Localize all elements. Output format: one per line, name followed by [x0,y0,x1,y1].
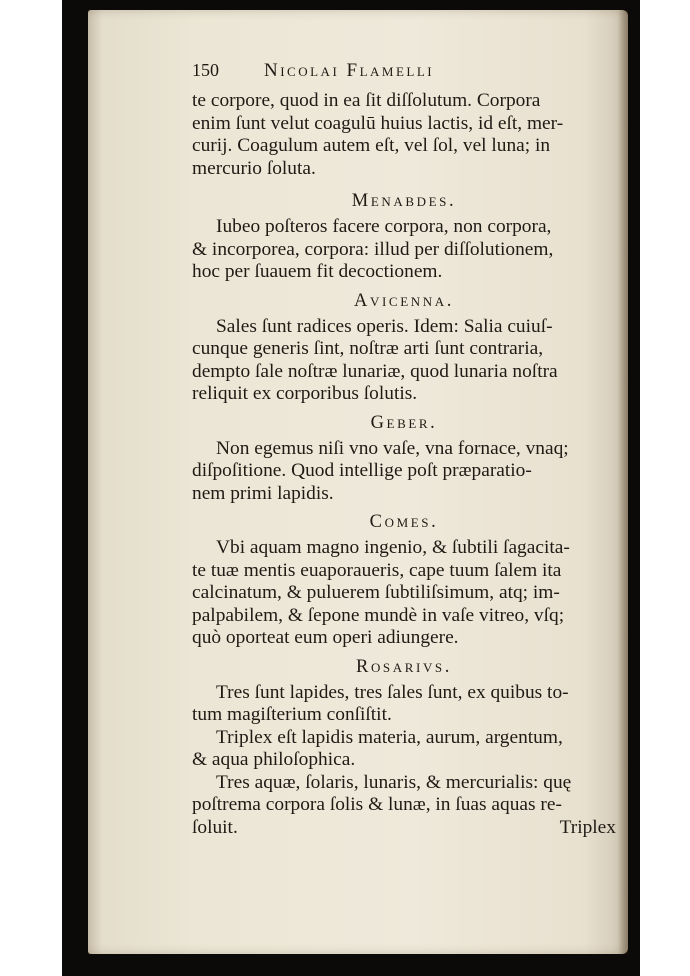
intro-paragraph [192,90,616,180]
section-comes-text [192,537,616,650]
text-line: te tuæ mentis euaporaueris, cape tuum ſalem ita [192,559,562,581]
text-line: enim ſunt velut coagulū huius lactis, id eſt, mer- [192,112,564,134]
section-avicenna-text [192,316,616,406]
page-gutter-shadow [88,10,102,954]
page-number: 150 [192,60,219,80]
text-line: diſpoſitione. Quod intellige poſt præparatio- [192,460,532,481]
text-line: Sales ſunt radices operis. Idem: Salia cuiuſ- [216,315,553,337]
text-line: Triplex eſt lapidis materia, aurum, argentum, [216,726,563,748]
text-line: hoc per ſuauem fit decoctionem. [192,261,443,282]
section-rosarius-text [192,682,616,840]
text-line: nem primi lapidis. [192,482,334,504]
text-line: tum magiſterium conſiſtit. [192,704,392,725]
section-heading-menabdes: Menabdes. [351,191,457,211]
section-heading-rosarius: Rosarivs. [356,656,452,677]
page-text-block [192,60,616,839]
text-line: Non egemus niſi vno vaſe, vna fornace, vnaq; [216,437,569,459]
running-title: Nicolai Flamelli [264,60,435,81]
text-line: calcinatum, & puluerem ſubtiliſsimum, atq; im- [192,582,560,603]
text-line: reliquit ex corporibus ſolutis. [192,383,418,404]
section-geber-text [192,438,616,506]
catchword: Triplex [559,816,616,838]
section-heading-avicenna: Avicenna. [354,290,454,311]
section-heading-comes: Comes. [369,512,439,532]
text-line: & aqua philoſophica. [192,749,356,770]
text-line-end: ſoluit. [192,816,238,838]
text-line: te corpore, quod in ea ſit diſſolutum. Corpora [192,90,541,111]
running-header [192,60,616,90]
text-line: Iubeo poſteros facere corpora, non corpora, [216,216,552,237]
text-line: palpabilem, & ſepone mundè in vaſe vitreo, vſq; [192,604,565,626]
section-menabdes-text [192,216,616,284]
text-line: quò oporteat eum operi adiungere. [192,627,459,648]
text-line: curij. Coagulum autem eſt, vel ſol, vel luna; in [192,135,551,156]
text-line: cunque generis ſint, noſtræ arti ſunt contraria, [192,338,544,359]
final-line [192,817,616,840]
text-line: poſtrema corpora ſolis & lunæ, in ſuas aquas re- [192,794,562,815]
section-heading-geber: Geber. [370,412,438,433]
text-line: Vbi aquam magno ingenio, & ſubtili ſagacita- [216,537,570,558]
text-line: & incorporea, corpora: illud per diſſolutionem, [192,238,554,260]
text-line: Tres ſunt lapides, tres ſales ſunt, ex quibus to- [216,681,569,703]
text-line: dempto ſale noſtræ lunariæ, quod lunaria noſtra [192,360,558,382]
page-edge-shadow [618,10,628,954]
text-line: Tres aquæ, ſolaris, lunaris, & mercurialis: quę [216,771,572,793]
text-line: mercurio ſoluta. [192,157,316,179]
